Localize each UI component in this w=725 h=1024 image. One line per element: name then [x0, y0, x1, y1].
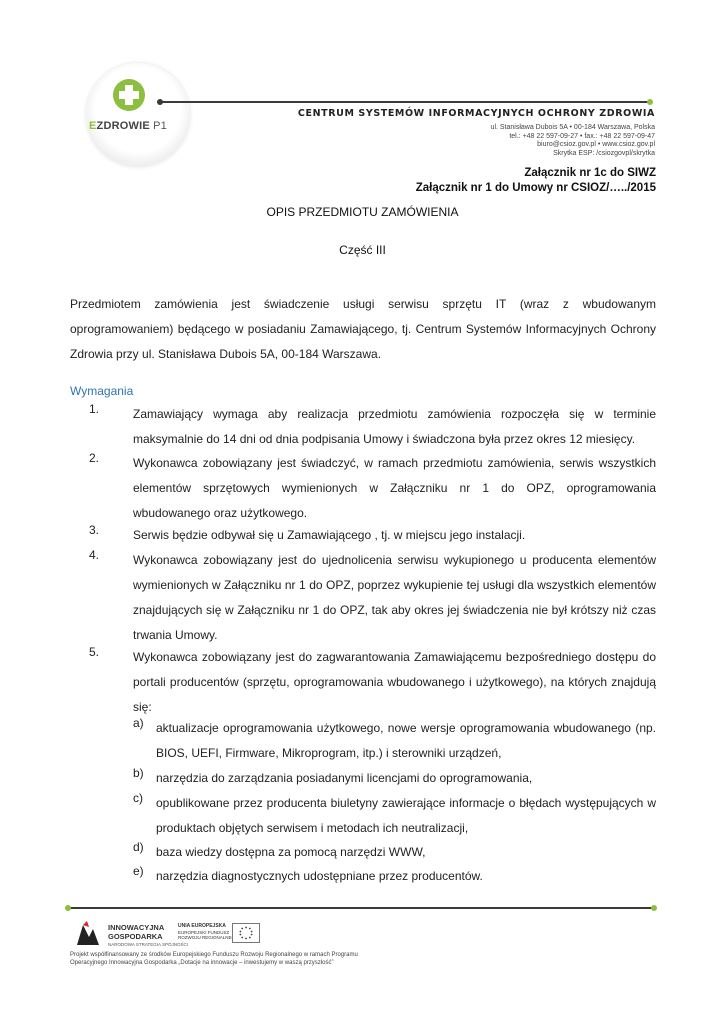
document-part: Część III — [339, 243, 386, 257]
annex-label-contract: Załącznik nr 1 do Umowy nr CSIOZ/…../2015 — [415, 182, 656, 194]
footer-cofinancing-note: Projekt współfinansowany ze środków Europejskiego Funduszu Rozwoju Regionalnego w ramach Programu Operacyjnego Innowacyjna Gospodarka „Dotacje na innowacje – inwestujemy w waszą przyszłość” — [70, 952, 358, 966]
footer-divider — [68, 907, 654, 909]
org-name: CENTRUM SYSTEMÓW INFORMACYJNYCH OCHRONY ZDROWIA — [297, 108, 655, 119]
document-page: EZDROWIE P1 CENTRUM SYSTEMÓW INFORMACYJNYCH OCHRONY ZDROWIA ul. Stanisława Dubois 5A • 00-184 Warszawa, Polska tel.: +48 22 597-09-27 • fax.: +48 22 597-09-47 biuro@csioz.gov.pl • www.csioz.gov.pl Skrytka ESP: /csiozgovpl/skrytka Załącznik nr 1c do SIWZ Załącznik nr 1 do Umowy nr CSIOZ/…../2015 OPIS PRZEDMIOTU ZAMÓWIENIA Część III Przedmiotem zamówienia jest świadczenie usługi serwisu sprzętu IT (wraz z wbudowanym oprogramowaniem) będącego w posiadaniu Zamawiającego, tj. Centrum Systemów Informacyjnych Ochrony Zdrowia przy ul. Stanisława Dubois 5A, 00-184 Warszawa. Wymagania 1. Zamawiający wymaga aby realizacja przedmiotu zamówienia rozpoczęła się w terminie maksymalnie do 14 dni od dnia podpisania Umowy i świadczona była przez okres 12 miesięcy. 2. Wykonawca zobowiązany jest świadczyć, w ramach przedmiotu zamówienia, serwis wszystkich elementów sprzętowych wymienionych w Załączniku nr 1 do OPZ, oprogramowania wbudowanego oraz użytkowego. 3. Serwis będzie odbywał się u Zamawiającego , tj. w miejscu jego instalacji. 4. Wykonawca zobowiązany jest do ujednolicenia serwisu wykupionego u producenta elementów wymienionych w Załączniku nr 1 do OPZ, poprzez wykupienie tej usługi dla wszystkich elementów znajdujących się w Załączniku nr 1 do OPZ, tak aby okres jej świadczenia nie był krótszy niż czas trwania Umowy. 5. Wykonawca zobowiązany jest do zagwarantowania Zamawiającemu bezpośredniego dostępu do portali producentów (sprzętu, oprogramowania wbudowanego i użytkowego), na których znajdują się: a) aktualizacje oprogramowania użytkowego, nowe wersje oprogramowania wbudowanego (np. BIOS, UEFI, Firmware, Mikroprogram, itp.) i sterowniki urządzeń, b) narzędzia do zarządzania posiadanymi licencjami do oprogramowania, c) opublikowane przez producenta biuletyny zawierające informacje o błędach występujących w produktach objętych serwisem i metodach ich neutralizacji, d) baza wiedzy dostępna za pomocą narzędzi WWW, e) narzędzia diagnostycznych udostępniane przez producentów. INNOWACYJNA GOSPODARKA NARODOWA STRATEGIA SPÓJNOŚCI UNIA EUROPEJSKA EUROPEJSKI FUNDUSZ ROZWOJU REGIONALNEGO Projekt współfinansowany ze środków Europejskiego Funduszu Rozwoju Regionalnego w ramach Programu Operacyjnego Innowacyjna Gospodarka „Dotacje na innowacje – inwestujemy w waszą przyszłość” — [0, 0, 725, 1024]
innowacyjna-gospodarka-text: INNOWACYJNA GOSPODARKA — [108, 923, 165, 941]
org-details: ul. Stanisława Dubois 5A • 00-184 Warszawa, Polska tel.: +48 22 597-09-27 • fax.: +48 22 597-09-47 biuro@csioz.gov.pl • www.csioz.gov.pl Skrytka ESP: /csiozgovpl/skrytka — [490, 124, 655, 157]
ezdrowie-logo — [86, 63, 190, 167]
header-divider — [160, 101, 650, 103]
ezdrowie-logo-text: EZDROWIE P1 — [89, 120, 168, 132]
eu-fund-text: UNIA EUROPEJSKA EUROPEJSKI FUNDUSZ ROZWOJU REGIONALNEGO — [178, 923, 239, 940]
requirements-heading: Wymagania — [70, 384, 134, 398]
medical-cross-icon — [113, 79, 145, 111]
document-title: OPIS PRZEDMIOTU ZAMÓWIENIA — [266, 205, 459, 219]
nss-label: NARODOWA STRATEGIA SPÓJNOŚCI — [108, 942, 189, 947]
annex-label-siwz: Załącznik nr 1c do SIWZ — [524, 167, 656, 179]
eu-flag-icon — [232, 923, 260, 943]
intro-paragraph: Przedmiotem zamówienia jest świadczenie usługi serwisu sprzętu IT (wraz z wbudowanym oprogramowaniem) będącego w posiadaniu Zamawiającego, tj. Centrum Systemów Informacyjnych Ochrony Zdrowia przy ul. Stanisława Dubois 5A, 00-184 Warszawa. — [70, 297, 656, 361]
innowacyjna-gospodarka-logo-icon — [73, 919, 103, 949]
